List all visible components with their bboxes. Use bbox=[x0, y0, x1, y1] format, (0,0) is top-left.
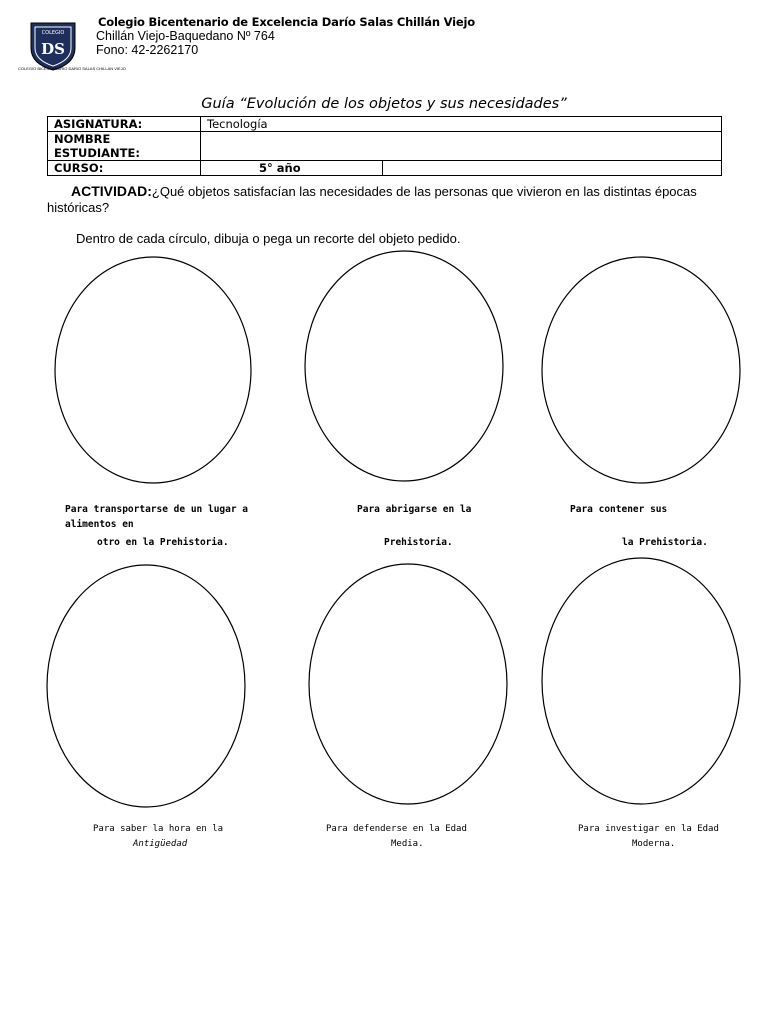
drawing-oval-3[interactable] bbox=[542, 257, 740, 483]
school-address: Chillán Viejo-Baquedano Nº 764 bbox=[96, 29, 275, 43]
activity-label: ACTIVIDAD: bbox=[71, 183, 152, 199]
guide-title: Guía “Evolución de los objetos y sus necesidades” bbox=[201, 96, 567, 112]
caption-5-line-1: Para defenderse en la Edad bbox=[326, 824, 467, 834]
logo-caption: COLEGIO BICENTENARIO DARIO SALAS CHILLAN VIEJO bbox=[18, 66, 126, 71]
caption-3-line-1: Para contener sus bbox=[570, 504, 668, 515]
caption-2-line-2: Prehistoria. bbox=[384, 537, 453, 548]
drawing-oval-1[interactable] bbox=[55, 257, 251, 483]
caption-1-line-2: alimentos en bbox=[65, 519, 134, 530]
caption-6-line-1: Para investigar en la Edad bbox=[578, 824, 719, 834]
school-phone: Fono: 42-2262170 bbox=[96, 43, 199, 57]
logo-top-text: COLEGIO bbox=[41, 30, 65, 36]
activity-instruction: Dentro de cada círculo, dibuja o pega un recorte del objeto pedido. bbox=[76, 231, 461, 246]
school-name: Colegio Bicentenario de Excelencia Darío Salas Chillán Viejo bbox=[98, 15, 475, 29]
caption-1-line-3: otro en la Prehistoria. bbox=[97, 537, 229, 548]
subject-value: Tecnología bbox=[201, 117, 722, 132]
caption-4-line-2: Antigüedad bbox=[133, 839, 188, 849]
caption-3-line-2: la Prehistoria. bbox=[622, 537, 708, 548]
student-label: NOMBRE ESTUDIANTE: bbox=[48, 132, 201, 161]
drawing-oval-6[interactable] bbox=[542, 558, 740, 804]
drawing-oval-5[interactable] bbox=[309, 564, 507, 804]
course-label: CURSO: bbox=[48, 161, 201, 176]
caption-5-line-2: Media. bbox=[391, 839, 424, 849]
logo-monogram: DS bbox=[41, 40, 65, 58]
course-value: 5° año bbox=[201, 161, 383, 176]
activity-question: ¿Qué objetos satisfacían las necesidades de las personas que vivieron en las distintas épocas históricas? bbox=[47, 184, 697, 215]
drawing-oval-4[interactable] bbox=[47, 565, 245, 807]
caption-1-line-1: Para transportarse de un lugar a bbox=[65, 504, 249, 515]
caption-6-line-2: Moderna. bbox=[632, 839, 676, 849]
drawing-oval-2[interactable] bbox=[305, 251, 503, 481]
caption-4-line-1: Para saber la hora en la bbox=[93, 824, 224, 834]
subject-label: ASIGNATURA: bbox=[48, 117, 201, 132]
caption-2-line-1: Para abrigarse en la bbox=[357, 504, 472, 515]
